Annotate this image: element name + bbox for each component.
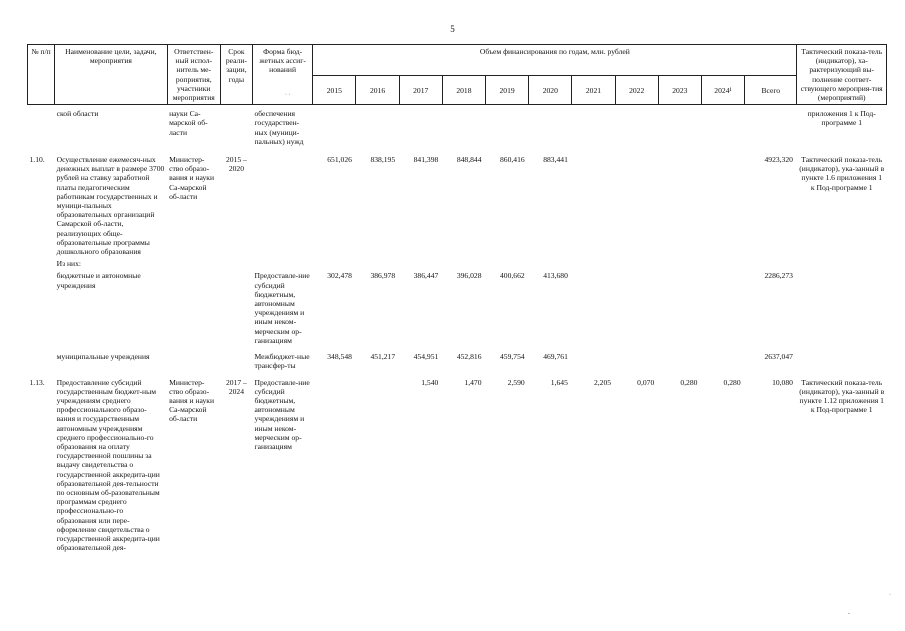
header-total: Всего	[745, 76, 797, 105]
header-form: Форма бюд-жетных ассиг-нований	[252, 45, 312, 105]
header-year: 2018	[442, 76, 485, 105]
row-number	[28, 105, 55, 147]
row-total	[745, 105, 797, 147]
table-row	[28, 372, 887, 554]
row-year-value	[615, 147, 658, 257]
row-responsible	[167, 346, 220, 371]
row-year-value	[356, 372, 399, 554]
scan-mark: ·	[889, 592, 891, 598]
row-responsible	[167, 269, 220, 346]
row-year-value: 860,416	[500, 155, 525, 165]
row-term: 2017 – 2024	[225, 377, 247, 396]
row-year-value: 883,441	[543, 155, 568, 165]
row-number: 1.10.	[29, 155, 45, 165]
row-year-value: 396,028	[456, 271, 482, 281]
row-name: бюджетные и автономные учреждения	[56, 271, 141, 290]
row-year-value	[701, 257, 744, 269]
header-indicator: Тактический показа-тель (индикатор), ха-рактеризующий вы-полнение соответ-ствующего мероприя-тия (мероприятий)	[797, 45, 887, 105]
row-year-value: 848,844	[456, 155, 482, 165]
financing-table	[27, 44, 887, 553]
row-year-value: 2,205	[593, 377, 612, 387]
row-total: 10,080	[772, 377, 793, 387]
row-year-value: 0,280	[680, 377, 698, 387]
row-year-value	[486, 257, 529, 269]
row-year-value	[572, 269, 615, 346]
row-year-value	[615, 257, 658, 269]
row-year-value	[701, 147, 744, 257]
row-year-value: 452,816	[456, 352, 482, 362]
row-year-value: 302,478	[327, 271, 352, 281]
row-year-value	[658, 346, 701, 371]
row-year-value	[313, 257, 356, 269]
row-name: Из них:	[56, 259, 82, 269]
row-indicator	[797, 346, 887, 371]
table-row	[28, 346, 887, 371]
row-number	[28, 346, 55, 371]
row-name: ской области	[56, 109, 99, 119]
row-responsible	[167, 257, 220, 269]
row-name: муниципальные учреждения	[56, 352, 150, 362]
row-year-value: 459,754	[500, 352, 525, 362]
row-year-value: 841,398	[413, 155, 439, 165]
row-year-value: 469,761	[543, 352, 568, 362]
row-year-value	[658, 257, 701, 269]
scan-mark: · ·	[285, 92, 291, 98]
row-term: 2015 – 2020	[225, 155, 247, 174]
header-funding-title: Объем финансирования по годам, млн. рублей	[313, 45, 797, 76]
row-year-value: 348,548	[327, 352, 352, 362]
row-year-value	[313, 372, 356, 554]
table-row	[28, 269, 887, 346]
header-year: 2020	[529, 76, 572, 105]
row-term	[220, 346, 252, 371]
row-term	[220, 269, 252, 346]
row-year-value: 400,662	[500, 271, 525, 281]
row-number: 1.13.	[29, 377, 45, 387]
header-year: 2023	[658, 76, 701, 105]
header-no: № п/п	[28, 45, 55, 105]
row-name: Предоставление субсидий государственным бюджет-ным учреждениям среднего профессионального образо-вания и государственным автономным учреждениям среднего профессионально-го образования на оплату государственной пошлины за выдачу свидетельства о государственной аккредита-ции образовательной дея-тельности по основным об-разовательным программам среднего профессионально-го образования или пере-оформление свидетельства о государственной аккредита-ции образовательной дея-	[56, 377, 160, 553]
row-year-value	[615, 346, 658, 371]
row-indicator	[797, 257, 887, 269]
row-year-value	[356, 257, 399, 269]
scan-mark: -	[848, 611, 850, 617]
row-number	[28, 269, 55, 346]
row-responsible: Министер-ство образо-вания и науки Са-марской об-ласти	[169, 155, 215, 201]
row-year-value: 454,951	[413, 352, 439, 362]
row-total: 4923,320	[764, 155, 793, 165]
row-year-value: 0,070	[637, 377, 655, 387]
row-year-value: 838,195	[370, 155, 396, 165]
row-form	[252, 257, 312, 269]
row-year-value	[313, 105, 356, 147]
row-year-value: 1,540	[421, 377, 439, 387]
row-year-value: 451,217	[370, 352, 396, 362]
header-year: 2024¹	[701, 76, 744, 105]
row-year-value	[572, 257, 615, 269]
row-year-value: 386,447	[413, 271, 439, 281]
row-indicator: приложения 1 к Под-программе 1	[807, 109, 876, 128]
header-year: 2021	[572, 76, 615, 105]
row-year-value	[658, 147, 701, 257]
row-year-value: 1,645	[550, 377, 568, 387]
row-year-value: 386,978	[370, 271, 396, 281]
row-form	[252, 147, 312, 257]
table-row	[28, 105, 887, 147]
row-year-value	[399, 105, 442, 147]
row-total: 2286,273	[764, 271, 793, 281]
row-indicator: Тактический показа-тель (индикатор), ука-занный в пункте 1.12 приложения 1 к Под-программе 1	[799, 377, 885, 415]
row-year-value	[529, 257, 572, 269]
row-year-value	[399, 257, 442, 269]
row-year-value: 413,680	[543, 271, 568, 281]
row-year-value	[442, 105, 485, 147]
row-year-value	[486, 105, 529, 147]
header-year: 2019	[486, 76, 529, 105]
row-year-value	[701, 346, 744, 371]
row-year-value: 2,590	[507, 377, 525, 387]
row-year-value	[658, 105, 701, 147]
row-year-value	[615, 105, 658, 147]
row-form: Предоставле-ние субсидий бюджетным, автономным учреждениям и иным неком-мерческим ор-ганизациям	[254, 271, 310, 345]
row-year-value	[615, 269, 658, 346]
header-year: 2015	[313, 76, 356, 105]
row-year-value: 651,026	[327, 155, 352, 165]
header-term: Срок реали-зации, годы	[220, 45, 252, 105]
row-form: обеспечения государствен-ных (муници-пальных) нужд	[254, 109, 304, 146]
row-form: Предоставле-ние субсидий бюджетным, автономным учреждениям и иным неком-мерческим ор-ганизациям	[254, 377, 310, 451]
row-year-value: 0,280	[723, 377, 741, 387]
header-year: 2016	[356, 76, 399, 105]
row-responsible: науки Са-марской об-ласти	[169, 109, 208, 137]
row-indicator	[797, 269, 887, 346]
row-year-value	[529, 105, 572, 147]
row-form: Межбюджет-ные трансфер-ты	[254, 352, 310, 371]
table-row	[28, 147, 887, 257]
row-year-value	[572, 147, 615, 257]
row-year-value	[572, 105, 615, 147]
header-name: Наименование цели, задачи, мероприятия	[55, 45, 168, 105]
table-row	[28, 257, 887, 269]
page-number: 5	[450, 24, 455, 34]
row-name: Осуществление ежемесяч-ных денежных выплат в размере 3700 рублей на ставку заработной платы педагогическим работникам государственных и муници-пальных образовательных организаций Самарской об-ласти, реализующих обще-образовательные программы дошкольного образования	[56, 155, 165, 257]
row-year-value	[356, 105, 399, 147]
row-year-value	[572, 346, 615, 371]
row-total: 2637,047	[764, 352, 793, 362]
row-number	[28, 257, 55, 269]
row-term	[220, 105, 252, 147]
header-year: 2022	[615, 76, 658, 105]
row-year-value	[701, 105, 744, 147]
row-total	[745, 257, 797, 269]
row-year-value	[701, 269, 744, 346]
row-year-value	[658, 269, 701, 346]
row-year-value	[442, 257, 485, 269]
row-indicator: Тактический показа-тель (индикатор), ука-занный в пункте 1.6 приложения 1 к Под-программе 1	[799, 155, 885, 192]
row-year-value: 1,470	[464, 377, 482, 387]
header-year: 2017	[399, 76, 442, 105]
row-responsible: Министер-ство образо-вания и науки Са-марской об-ласти	[169, 377, 215, 424]
row-term	[220, 257, 252, 269]
header-responsible: Ответствен-ный испол-нитель ме-роприятия, участники мероприятия	[167, 45, 220, 105]
